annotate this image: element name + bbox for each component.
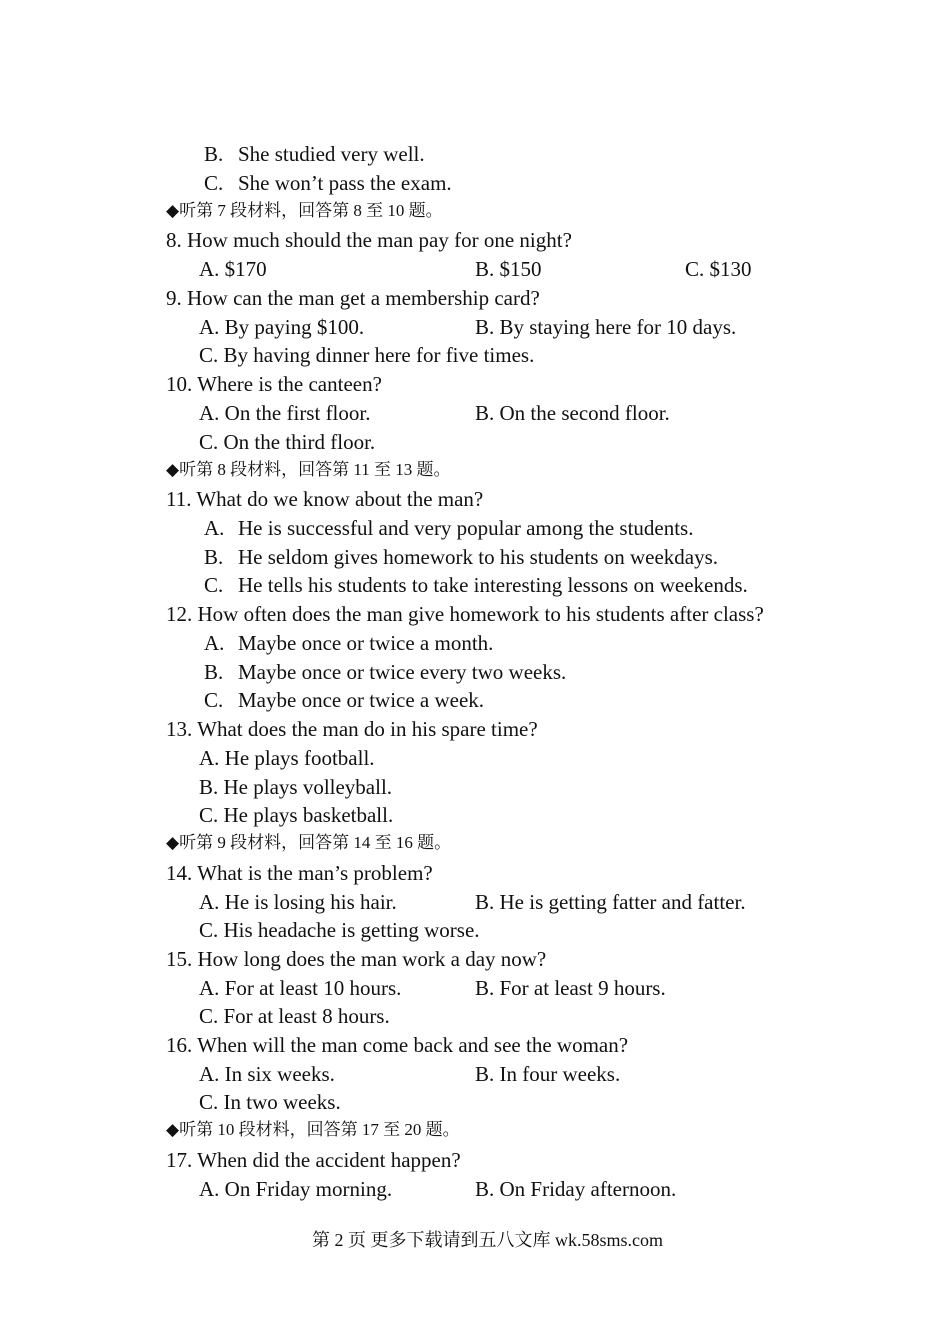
option-b: B. For at least 9 hours. [475, 976, 666, 1000]
option-label: B. [204, 545, 224, 569]
option-b: B. He is getting fatter and fatter. [475, 890, 746, 914]
option-text: Maybe once or twice a month. [238, 631, 494, 655]
option-text: She studied very well. [238, 142, 425, 166]
option-label: C. [204, 171, 224, 195]
option-a: A. $170 [199, 257, 267, 281]
question-14: 14. What is the man’s problem? [166, 861, 433, 885]
question-16: 16. When will the man come back and see the woman? [166, 1033, 629, 1057]
option-label: B. [204, 142, 224, 166]
option-a: A. In six weeks. [199, 1062, 335, 1086]
option-c: C. He plays basketball. [199, 803, 394, 827]
option-label: A. [204, 516, 225, 540]
question-15: 15. How long does the man work a day now? [166, 947, 547, 971]
option-c: C. In two weeks. [199, 1090, 341, 1114]
question-10: 10. Where is the canteen? [166, 372, 382, 396]
question-13: 13. What does the man do in his spare time? [166, 717, 538, 741]
option-label: A. [204, 631, 225, 655]
page-footer: 第 2 页 更多下载请到五八文库 wk.58sms.com [312, 1230, 663, 1250]
question-17: 17. When did the accident happen? [166, 1148, 461, 1172]
option-text: He tells his students to take interesting lessons on weekends. [238, 573, 748, 597]
option-c: C. His headache is getting worse. [199, 918, 480, 942]
option-text: She won’t pass the exam. [238, 171, 452, 195]
option-label: C. [204, 573, 224, 597]
option-a: A. He is losing his hair. [199, 890, 397, 914]
option-label: C. [204, 688, 224, 712]
option-c: C. $130 [685, 257, 752, 281]
option-text: Maybe once or twice a week. [238, 688, 485, 712]
option-text: He is successful and very popular among the students. [238, 516, 694, 540]
option-text: Maybe once or twice every two weeks. [238, 660, 567, 684]
section-heading: ◆听第 10 段材料，回答第 17 至 20 题。 [166, 1120, 460, 1139]
option-text: He seldom gives homework to his students on weekdays. [238, 545, 719, 569]
question-11: 11. What do we know about the man? [166, 487, 484, 511]
option-b: B. In four weeks. [475, 1062, 621, 1086]
option-a: A. On the first floor. [199, 401, 371, 425]
question-8: 8. How much should the man pay for one night? [166, 228, 572, 252]
option-a: A. On Friday morning. [199, 1177, 393, 1201]
option-c: C. For at least 8 hours. [199, 1004, 390, 1028]
option-b: B. On the second floor. [475, 401, 670, 425]
option-b: B. He plays volleyball. [199, 775, 393, 799]
option-a: A. For at least 10 hours. [199, 976, 402, 1000]
option-c: C. On the third floor. [199, 430, 376, 454]
question-12: 12. How often does the man give homework to his students after class? [166, 602, 764, 626]
section-heading: ◆听第 7 段材料，回答第 8 至 10 题。 [166, 201, 443, 220]
section-heading: ◆听第 9 段材料，回答第 14 至 16 题。 [166, 833, 452, 852]
option-b: B. $150 [475, 257, 542, 281]
option-a: A. By paying $100. [199, 315, 365, 339]
option-a: A. He plays football. [199, 746, 375, 770]
section-heading: ◆听第 8 段材料，回答第 11 至 13 题。 [166, 460, 451, 479]
option-b: B. On Friday afternoon. [475, 1177, 677, 1201]
option-b: B. By staying here for 10 days. [475, 315, 737, 339]
option-label: B. [204, 660, 224, 684]
option-c: C. By having dinner here for five times. [199, 343, 535, 367]
question-9: 9. How can the man get a membership card? [166, 286, 540, 310]
